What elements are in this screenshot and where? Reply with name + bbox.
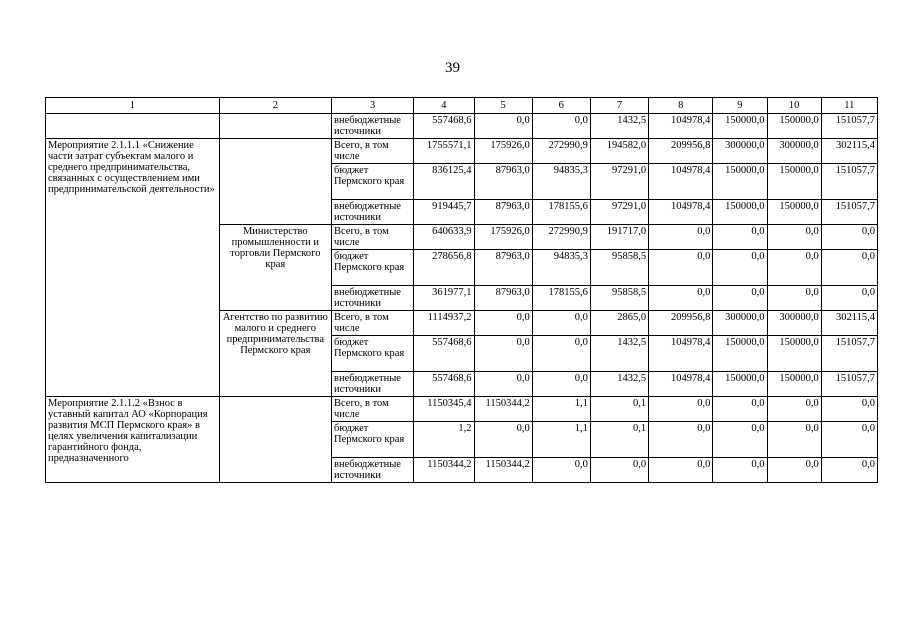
value-cell: 104978,4: [649, 114, 713, 139]
value-cell: 150000,0: [767, 164, 821, 200]
value-cell: 87963,0: [474, 164, 532, 200]
value-cell: 0,0: [821, 397, 877, 422]
column-header: 1: [46, 98, 220, 114]
column-header: 8: [649, 98, 713, 114]
value-cell: 0,0: [767, 250, 821, 286]
value-cell: 150000,0: [713, 114, 767, 139]
value-cell: 95858,5: [590, 250, 648, 286]
value-cell: 1150344,2: [474, 397, 532, 422]
value-cell: 151057,7: [821, 114, 877, 139]
column-header: 11: [821, 98, 877, 114]
budget-table: [45, 97, 878, 483]
value-cell: 0,0: [649, 422, 713, 458]
source-cell: внебюджетные источники: [332, 200, 414, 225]
value-cell: 150000,0: [713, 372, 767, 397]
column-header: 2: [219, 98, 331, 114]
source-cell: внебюджетные источники: [332, 114, 414, 139]
source-cell: Всего, в том числе: [332, 311, 414, 336]
column-header: 7: [590, 98, 648, 114]
value-cell: 1150344,2: [474, 458, 532, 483]
value-cell: 0,0: [649, 458, 713, 483]
executor-cell: [219, 397, 331, 483]
measure-cell: Мероприятие 2.1.1.2 «Взнос в уставный капитал АО «Корпорация развития МСП Пермского края» в целях увеличения капитализации гарантийного фонда, предназначенного: [46, 397, 220, 483]
source-cell: внебюджетные источники: [332, 286, 414, 311]
executor-cell: Министерство промышленности и торговли Пермского края: [219, 225, 331, 311]
value-cell: 87963,0: [474, 200, 532, 225]
value-cell: 0,0: [767, 458, 821, 483]
value-cell: 150000,0: [713, 164, 767, 200]
value-cell: 0,0: [767, 422, 821, 458]
value-cell: 178155,6: [532, 286, 590, 311]
source-cell: Всего, в том числе: [332, 139, 414, 164]
value-cell: 0,0: [649, 397, 713, 422]
value-cell: 150000,0: [767, 114, 821, 139]
value-cell: 87963,0: [474, 286, 532, 311]
value-cell: 1432,5: [590, 336, 648, 372]
page-number: 39: [445, 60, 460, 76]
value-cell: 151057,7: [821, 336, 877, 372]
executor-cell: [219, 139, 331, 225]
value-cell: 104978,4: [649, 200, 713, 225]
source-cell: бюджет Пермского края: [332, 336, 414, 372]
executor-cell: [219, 114, 331, 139]
source-cell: бюджет Пермского края: [332, 164, 414, 200]
source-cell: Всего, в том числе: [332, 397, 414, 422]
value-cell: 150000,0: [767, 372, 821, 397]
value-cell: 0,0: [532, 336, 590, 372]
value-cell: 1114937,2: [414, 311, 474, 336]
value-cell: 0,0: [474, 372, 532, 397]
value-cell: 1,2: [414, 422, 474, 458]
header-row: [46, 98, 878, 114]
table-row: [46, 114, 878, 139]
value-cell: 0,0: [532, 114, 590, 139]
value-cell: 0,0: [590, 458, 648, 483]
value-cell: 0,0: [821, 250, 877, 286]
value-cell: 2865,0: [590, 311, 648, 336]
value-cell: 151057,7: [821, 372, 877, 397]
value-cell: 191717,0: [590, 225, 648, 250]
value-cell: 150000,0: [713, 336, 767, 372]
value-cell: 272990,9: [532, 225, 590, 250]
value-cell: 1150345,4: [414, 397, 474, 422]
value-cell: 97291,0: [590, 200, 648, 225]
measure-cell: Мероприятие 2.1.1.1 «Снижение части затрат субъектам малого и среднего предпринимательства, связанных с осуществлением ими предпринимательской деятельности»: [46, 139, 220, 397]
value-cell: 0,0: [713, 458, 767, 483]
value-cell: 150000,0: [767, 336, 821, 372]
value-cell: 278656,8: [414, 250, 474, 286]
value-cell: 1432,5: [590, 114, 648, 139]
value-cell: 94835,3: [532, 164, 590, 200]
value-cell: 0,0: [532, 372, 590, 397]
value-cell: 209956,8: [649, 311, 713, 336]
value-cell: 0,0: [713, 397, 767, 422]
value-cell: 302115,4: [821, 139, 877, 164]
value-cell: 1,1: [532, 422, 590, 458]
value-cell: 0,0: [713, 225, 767, 250]
value-cell: 0,0: [474, 422, 532, 458]
column-header: 3: [332, 98, 414, 114]
source-cell: Всего, в том числе: [332, 225, 414, 250]
value-cell: 300000,0: [713, 139, 767, 164]
value-cell: 0,1: [590, 397, 648, 422]
value-cell: 302115,4: [821, 311, 877, 336]
value-cell: 150000,0: [713, 200, 767, 225]
value-cell: 0,0: [474, 336, 532, 372]
value-cell: 0,0: [821, 225, 877, 250]
value-cell: 0,0: [713, 422, 767, 458]
value-cell: 557468,6: [414, 372, 474, 397]
value-cell: 640633,9: [414, 225, 474, 250]
value-cell: 151057,7: [821, 200, 877, 225]
source-cell: бюджет Пермского края: [332, 422, 414, 458]
value-cell: 0,0: [767, 286, 821, 311]
column-header: 5: [474, 98, 532, 114]
value-cell: 0,0: [474, 311, 532, 336]
value-cell: 194582,0: [590, 139, 648, 164]
value-cell: 97291,0: [590, 164, 648, 200]
value-cell: 557468,6: [414, 336, 474, 372]
value-cell: 300000,0: [767, 139, 821, 164]
value-cell: 175926,0: [474, 139, 532, 164]
value-cell: 0,1: [590, 422, 648, 458]
value-cell: 1755571,1: [414, 139, 474, 164]
column-header: 6: [532, 98, 590, 114]
value-cell: 95858,5: [590, 286, 648, 311]
executor-cell: Агентство по развитию малого и среднего предпринимательства Пермского края: [219, 311, 331, 397]
value-cell: 0,0: [532, 311, 590, 336]
column-header: 4: [414, 98, 474, 114]
column-header: 9: [713, 98, 767, 114]
value-cell: 0,0: [767, 225, 821, 250]
value-cell: 150000,0: [767, 200, 821, 225]
value-cell: 0,0: [767, 397, 821, 422]
value-cell: 104978,4: [649, 372, 713, 397]
value-cell: 919445,7: [414, 200, 474, 225]
value-cell: 104978,4: [649, 336, 713, 372]
measure-cell: [46, 114, 220, 139]
value-cell: 1,1: [532, 397, 590, 422]
value-cell: 361977,1: [414, 286, 474, 311]
value-cell: 175926,0: [474, 225, 532, 250]
value-cell: 0,0: [649, 286, 713, 311]
source-cell: внебюджетные источники: [332, 372, 414, 397]
value-cell: 1432,5: [590, 372, 648, 397]
value-cell: 104978,4: [649, 164, 713, 200]
source-cell: внебюджетные источники: [332, 458, 414, 483]
value-cell: 0,0: [713, 286, 767, 311]
value-cell: 300000,0: [713, 311, 767, 336]
value-cell: 300000,0: [767, 311, 821, 336]
value-cell: 272990,9: [532, 139, 590, 164]
value-cell: 0,0: [474, 114, 532, 139]
value-cell: 1150344,2: [414, 458, 474, 483]
value-cell: 557468,6: [414, 114, 474, 139]
value-cell: 0,0: [821, 422, 877, 458]
value-cell: 0,0: [821, 458, 877, 483]
value-cell: 836125,4: [414, 164, 474, 200]
value-cell: 0,0: [649, 225, 713, 250]
value-cell: 151057,7: [821, 164, 877, 200]
table-row: [46, 397, 878, 422]
source-cell: бюджет Пермского края: [332, 250, 414, 286]
column-header: 10: [767, 98, 821, 114]
value-cell: 87963,0: [474, 250, 532, 286]
table-row: [46, 139, 878, 164]
value-cell: 209956,8: [649, 139, 713, 164]
value-cell: 0,0: [713, 250, 767, 286]
value-cell: 0,0: [649, 250, 713, 286]
value-cell: 0,0: [532, 458, 590, 483]
value-cell: 178155,6: [532, 200, 590, 225]
value-cell: 94835,3: [532, 250, 590, 286]
value-cell: 0,0: [821, 286, 877, 311]
